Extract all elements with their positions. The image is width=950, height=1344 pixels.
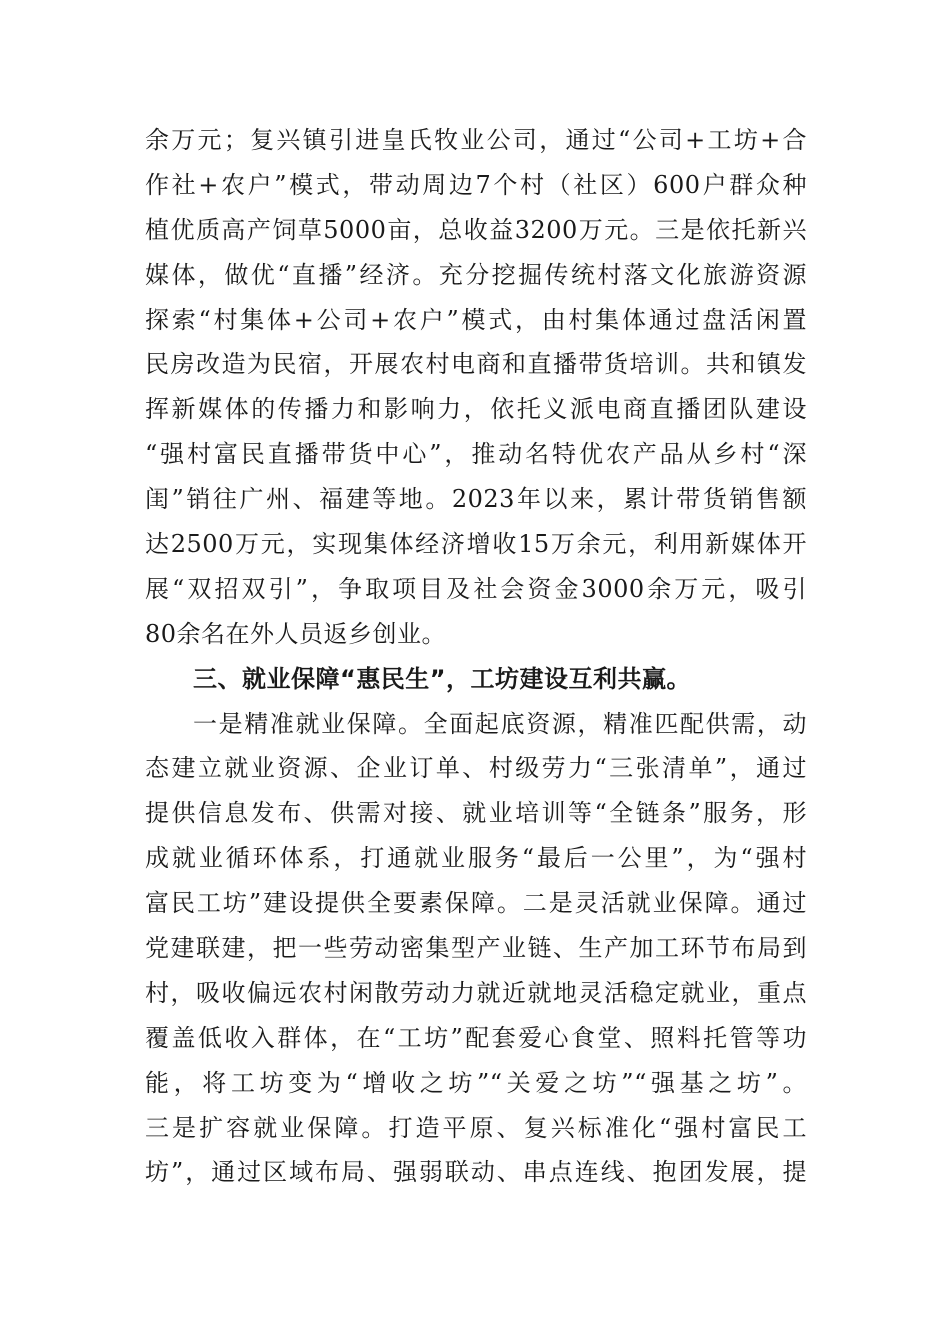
section-heading: 三、就业保障“惠民生”，工坊建设互利共赢。 [193, 664, 692, 693]
text-line: 挥新媒体的传播力和影响力，依托义派电商直播团队建设 [145, 395, 807, 424]
text-line: 探索“村集体+公司+农户”模式，由村集体通过盘活闲置 [145, 305, 807, 334]
text-line: 民房改造为民宿，开展农村电商和直播带货培训。共和镇发 [145, 350, 807, 379]
text-line: 覆盖低收入群体，在“工坊”配套爱心食堂、照料托管等功 [145, 1023, 807, 1052]
text-line: 80余名在外人员返乡创业。 [145, 619, 447, 648]
document-page [145, 118, 807, 1195]
text-line: 党建联建，把一些劳动密集型产业链、生产加工环节布局到 [145, 934, 807, 963]
text-line: 富民工坊”建设提供全要素保障。二是灵活就业保障。通过 [145, 889, 807, 918]
text-line: 展“双招双引”，争取项目及社会资金3000余万元，吸引 [145, 574, 807, 603]
text-line: 成就业循环体系，打通就业服务“最后一公里”，为“强村 [145, 844, 807, 873]
paragraph-2 [145, 702, 807, 1196]
text-line: 态建立就业资源、企业订单、村级劳力“三张清单”，通过 [145, 754, 807, 783]
text-line: 作社+农户”模式，带动周边7个村（社区）600户群众种 [145, 170, 807, 199]
text-line: 余万元；复兴镇引进皇氏牧业公司，通过“公司+工坊+合 [145, 126, 807, 154]
paragraph-1 [145, 118, 807, 657]
text-line: “强村富民直播带货中心”，推动名特优农产品从乡村“深 [145, 440, 807, 469]
text-line: 能，将工坊变为“增收之坊”“关爱之坊”“强基之坊”。 [145, 1068, 807, 1097]
text-line: 坊”，通过区域布局、强弱联动、串点连线、抱团发展，提 [145, 1158, 807, 1187]
text-line: 提供信息发布、供需对接、就业培训等“全链条”服务，形 [145, 799, 807, 828]
text-line: 三是扩容就业保障。打造平原、复兴标准化“强村富民工 [145, 1113, 807, 1142]
text-line: 村，吸收偏远农村闲散劳动力就近就地灵活稳定就业，重点 [145, 978, 807, 1007]
text-line: 一是精准就业保障。全面起底资源，精准匹配供需，动 [193, 709, 807, 738]
text-line: 达2500万元，实现集体经济增收15万余元，利用新媒体开 [145, 530, 807, 559]
text-line: 闺”销往广州、福建等地。2023年以来，累计带货销售额 [145, 485, 807, 514]
text-line: 媒体，做优“直播”经济。充分挖掘传统村落文化旅游资源 [145, 260, 807, 289]
text-line: 植优质高产饲草5000亩，总收益3200万元。三是依托新兴 [145, 215, 807, 244]
